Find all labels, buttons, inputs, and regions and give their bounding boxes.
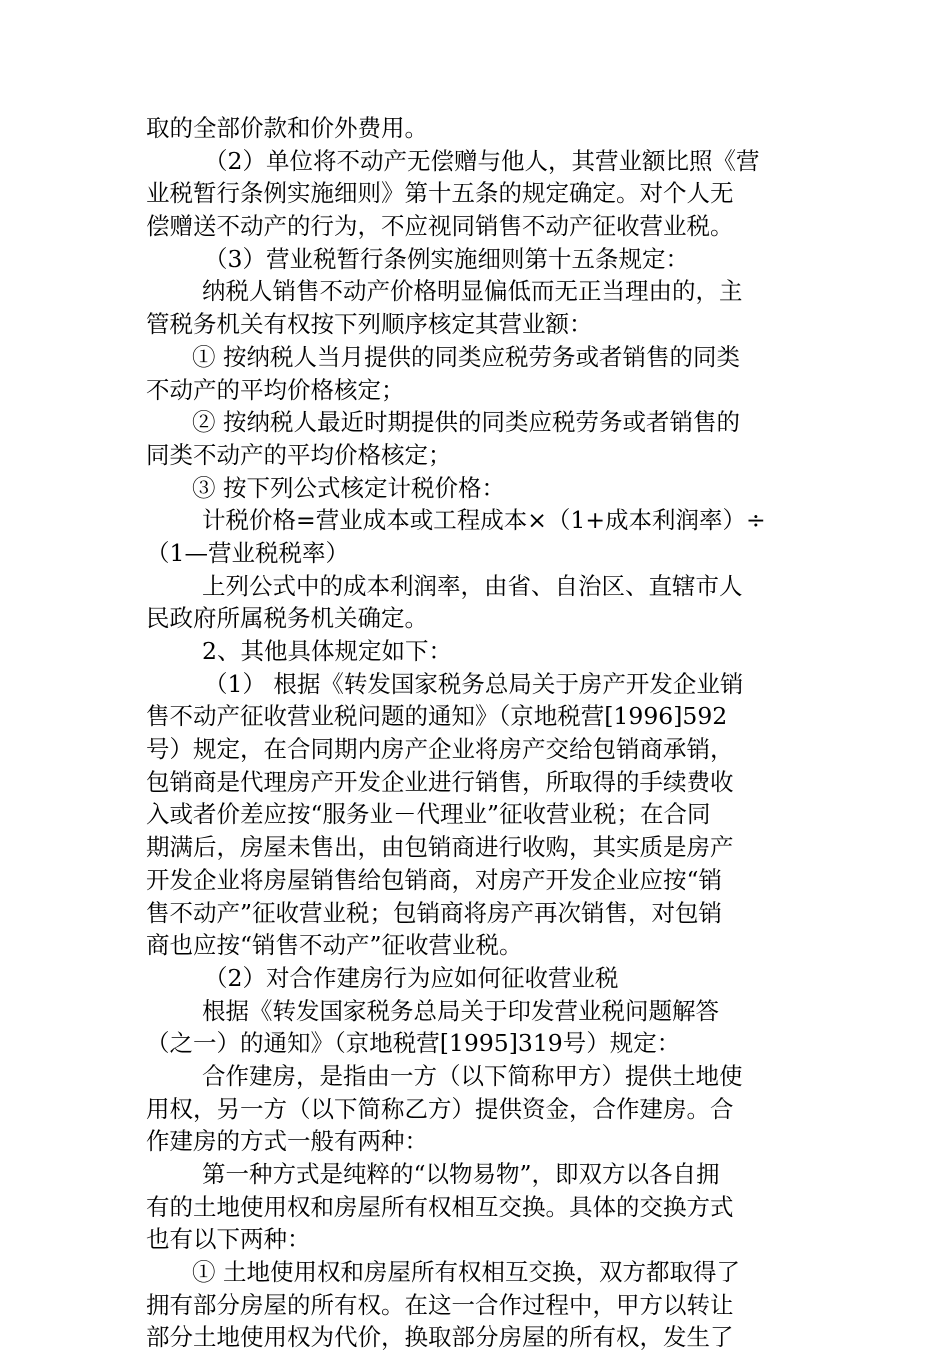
text-line: （2）对合作建房行为应如何征收营业税 — [204, 963, 619, 992]
text-line: 部分土地使用权为代价，换取部分房屋的所有权，发生了 — [146, 1323, 734, 1352]
text-line: 拥有部分房屋的所有权。在这一合作过程中，甲方以转让 — [146, 1290, 734, 1319]
text-line: 上列公式中的成本利润率，由省、自治区、直辖市人 — [202, 571, 743, 600]
text-line: 同类不动产的平均价格核定； — [146, 440, 452, 469]
text-line: 入或者价差应按“服务业－代理业”征收营业税；在合同 — [146, 800, 711, 829]
text-line: 也有以下两种： — [146, 1225, 311, 1254]
text-line: 作建房的方式一般有两种： — [146, 1127, 428, 1156]
text-line: 2、其他具体规定如下： — [202, 637, 452, 665]
text-line: 商也应按“销售不动产”征收营业税。 — [146, 931, 523, 960]
text-line: （1—营业税税率） — [146, 538, 349, 567]
text-line: ③ 按下列公式核定计税价格： — [192, 473, 505, 502]
text-line: 根据《转发国家税务总局关于印发营业税问题解答 — [202, 996, 719, 1025]
text-line: 期满后，房屋未售出，由包销商进行收购，其实质是房产 — [146, 833, 734, 862]
text-line: 有的土地使用权和房屋所有权相互交换。具体的交换方式 — [146, 1192, 734, 1221]
text-line: （之一）的通知》（京地税营[1995]319号）规定： — [146, 1029, 681, 1058]
text-line: 售不动产”征收营业税；包销商将房产再次销售，对包销 — [146, 898, 723, 927]
text-line: 取的全部价款和价外费用。 — [146, 114, 428, 142]
text-line: 第一种方式是纯粹的“以物易物”，即双方以各自拥 — [202, 1160, 720, 1188]
text-line: 管税务机关有权按下列顺序核定其营业额： — [146, 310, 593, 339]
text-line: 业税暂行条例实施细则》第十五条的规定确定。对个人无 — [146, 179, 734, 208]
text-line: （3）营业税暂行条例实施细则第十五条规定： — [204, 244, 689, 273]
text-line: ② 按纳税人最近时期提供的同类应税劳务或者销售的 — [192, 408, 740, 437]
text-line: 包销商是代理房产开发企业进行销售，所取得的手续费收 — [146, 767, 734, 796]
text-line: 用权，另一方（以下简称乙方）提供资金，合作建房。合 — [146, 1094, 734, 1123]
text-line: 合作建房，是指由一方（以下简称甲方）提供土地使 — [202, 1061, 743, 1090]
text-line: ① 土地使用权和房屋所有权相互交换，双方都取得了 — [192, 1258, 740, 1287]
text-line: 开发企业将房屋销售给包销商，对房产开发企业应按“销 — [146, 865, 723, 894]
text-line: ① 按纳税人当月提供的同类应税劳务或者销售的同类 — [192, 342, 740, 371]
text-line: 号）规定，在合同期内房产企业将房产交给包销商承销， — [146, 735, 734, 764]
text-line: （1） 根据《转发国家税务总局关于房产开发企业销 — [204, 669, 744, 698]
text-line: 纳税人销售不动产价格明显偏低而无正当理由的，主 — [202, 277, 743, 306]
text-line: （2）单位将不动产无偿赠与他人，其营业额比照《营 — [204, 146, 760, 175]
text-line: 不动产的平均价格核定； — [146, 375, 405, 404]
text-line: 偿赠送不动产的行为，不应视同销售不动产征收营业税。 — [146, 212, 734, 241]
text-line: 民政府所属税务机关确定。 — [146, 604, 428, 633]
text-line: 售不动产征收营业税问题的通知》（京地税营[1996]592 — [146, 702, 728, 731]
document-body — [146, 112, 806, 1354]
text-line: 计税价格=营业成本或工程成本×（1+成本利润率）÷ — [202, 506, 766, 535]
